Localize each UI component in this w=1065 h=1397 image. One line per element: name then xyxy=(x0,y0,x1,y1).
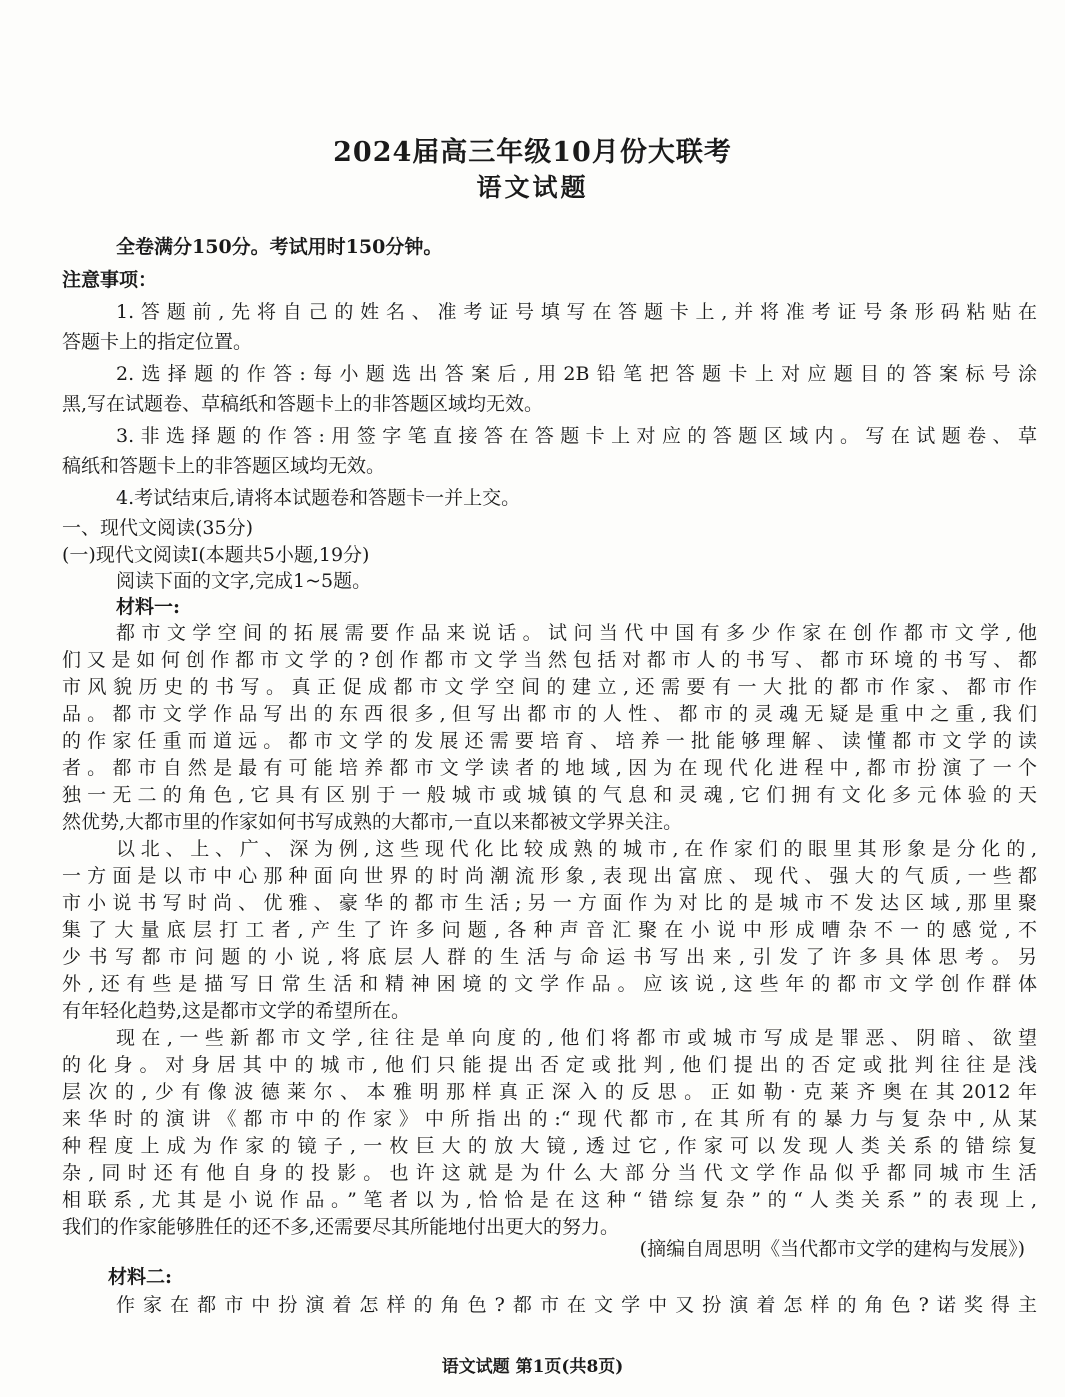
notice-line: 2.选择题的作答:每小题选出答案后,用2B铅笔把答题卡上对应题目的答案标号涂 xyxy=(116,363,1037,385)
passage-line: 以北、上、广、深为例,这些现代化比较成熟的城市,在作家们的眼里其形象是分化的, xyxy=(116,838,1037,860)
notice-heading: 注意事项： xyxy=(62,269,158,291)
passage-line: 杂,同时还有他自身的投影。也许这就是为什么大部分当代文学作品似乎都同城市生活 xyxy=(62,1162,1037,1184)
passage-line: 作家在都市中扮演着怎样的角色?都市在文学中又扮演着怎样的角色?诺奖得主 xyxy=(116,1294,1037,1316)
notice-line: 答题卡上的指定位置。 xyxy=(62,331,253,353)
passage-line: 市风貌历史的书写。真正促成都市文学空间的建立,还需要有一大批的都市作家、都市作 xyxy=(62,676,1037,698)
passage-line: 都市文学空间的拓展需要作品来说话。试问当代中国有多少作家在创作都市文学,他 xyxy=(116,622,1037,644)
passage-line: 然优势,大都市里的作家如何书写成熟的大都市,一直以来都被文学界关注。 xyxy=(62,811,683,833)
passage-line: 有年轻化趋势,这是都市文学的希望所在。 xyxy=(62,1000,411,1022)
material-one-label: 材料一: xyxy=(116,596,181,618)
passage-line: 独一无二的角色,它具有区别于一般城市或城镇的气息和灵魂,它们拥有文化多元体验的天 xyxy=(62,784,1037,806)
reading-instruction: 阅读下面的文字,完成1~5题。 xyxy=(116,570,372,592)
notice-line: 黑,写在试题卷、草稿纸和答题卡上的非答题区域均无效。 xyxy=(62,393,544,415)
passage-line: 来华时的演讲《都市中的作家》中所指出的:“现代都市,在其所有的暴力与复杂中,从某 xyxy=(62,1108,1037,1130)
page-footer: 语文试题 第1页(共8页) xyxy=(441,1357,624,1377)
passage-line: 外,还有些是描写日常生活和精神困境的文学作品。应该说,这些年的都市文学创作群体 xyxy=(62,973,1037,995)
passage-line: 的作家任重而道远。都市文学的发展还需要培育、培养一批能够理解、读懂都市文学的读 xyxy=(62,730,1037,752)
passage-line: 的化身。对身居其中的城市,他们只能提出否定或批判,他们提出的否定或批判往往是浅 xyxy=(62,1054,1037,1076)
notice-line: 4.考试结束后,请将本试题卷和答题卡一并上交。 xyxy=(116,487,521,509)
notice-line: 1.答题前,先将自己的姓名、准考证号填写在答题卡上,并将准考证号条形码粘贴在 xyxy=(116,301,1037,323)
notice-line: 3.非选择题的作答:用签字笔直接答在答题卡上对应的答题区域内。写在试题卷、草 xyxy=(116,425,1037,447)
subsection-heading: (一)现代文阅读Ⅰ(本题共5小题,19分) xyxy=(62,544,370,566)
score-time-note: 全卷满分150分。考试用时150分钟。 xyxy=(116,236,443,258)
passage-line: 少书写都市问题的小说,将底层人群的生活与命运书写出来,引发了许多具体思考。另 xyxy=(62,946,1037,968)
passage-line: 品。都市文学作品写出的东西很多,但写出都市的人性、都市的灵魂无疑是重中之重,我们 xyxy=(62,703,1037,725)
passage-line: 市小说书写时尚、优雅、豪华的都市生活;另一方面作为对比的是城市不发达区域,那里聚 xyxy=(62,892,1037,914)
passage-line: 我们的作家能够胜任的还不多,还需要尽其所能地付出更大的努力。 xyxy=(62,1216,620,1238)
notice-line: 稿纸和答题卡上的非答题区域均无效。 xyxy=(62,455,386,477)
exam-subtitle: 语文试题 xyxy=(476,173,589,202)
passage-line: 者。都市自然是最有可能培养都市文学读者的地域,因为在现代化进程中,都市扮演了一个 xyxy=(62,757,1037,779)
passage-line: 一方面是以市中心那种面向世界的时尚潮流形象,表现出富庶、现代、强大的气质,一些都 xyxy=(62,865,1037,887)
passage-line: 现在,一些新都市文学,往往是单向度的,他们将都市或城市写成是罪恶、阴暗、欲望 xyxy=(116,1027,1037,1049)
passage-line: 种程度上成为作家的镜子,一枚巨大的放大镜,透过它,作家可以发现人类关系的错综复 xyxy=(62,1135,1037,1157)
material-two-label: 材料二: xyxy=(108,1266,173,1288)
material-one-source: (摘编自周思明《当代都市文学的建构与发展》) xyxy=(639,1238,1025,1260)
passage-line: 们又是如何创作都市文学的?创作都市文学当然包括对都市人的书写、都市环境的书写、都 xyxy=(62,649,1037,671)
section-heading: 一、现代文阅读(35分) xyxy=(62,517,254,539)
passage-line: 相联系,尤其是小说作品。”笔者以为,恰恰是在这种“错综复杂”的“人类关系”的表现上, xyxy=(62,1189,1037,1211)
exam-title: 2024届高三年级10月份大联考 xyxy=(333,137,732,168)
passage-line: 集了大量底层打工者,产生了许多问题,各种声音汇聚在小说中形成嘈杂不一的感觉,不 xyxy=(62,919,1037,941)
passage-line: 层次的,少有像波德莱尔、本雅明那样真正深入的反思。正如勒·克莱齐奥在其2012年 xyxy=(62,1081,1037,1103)
